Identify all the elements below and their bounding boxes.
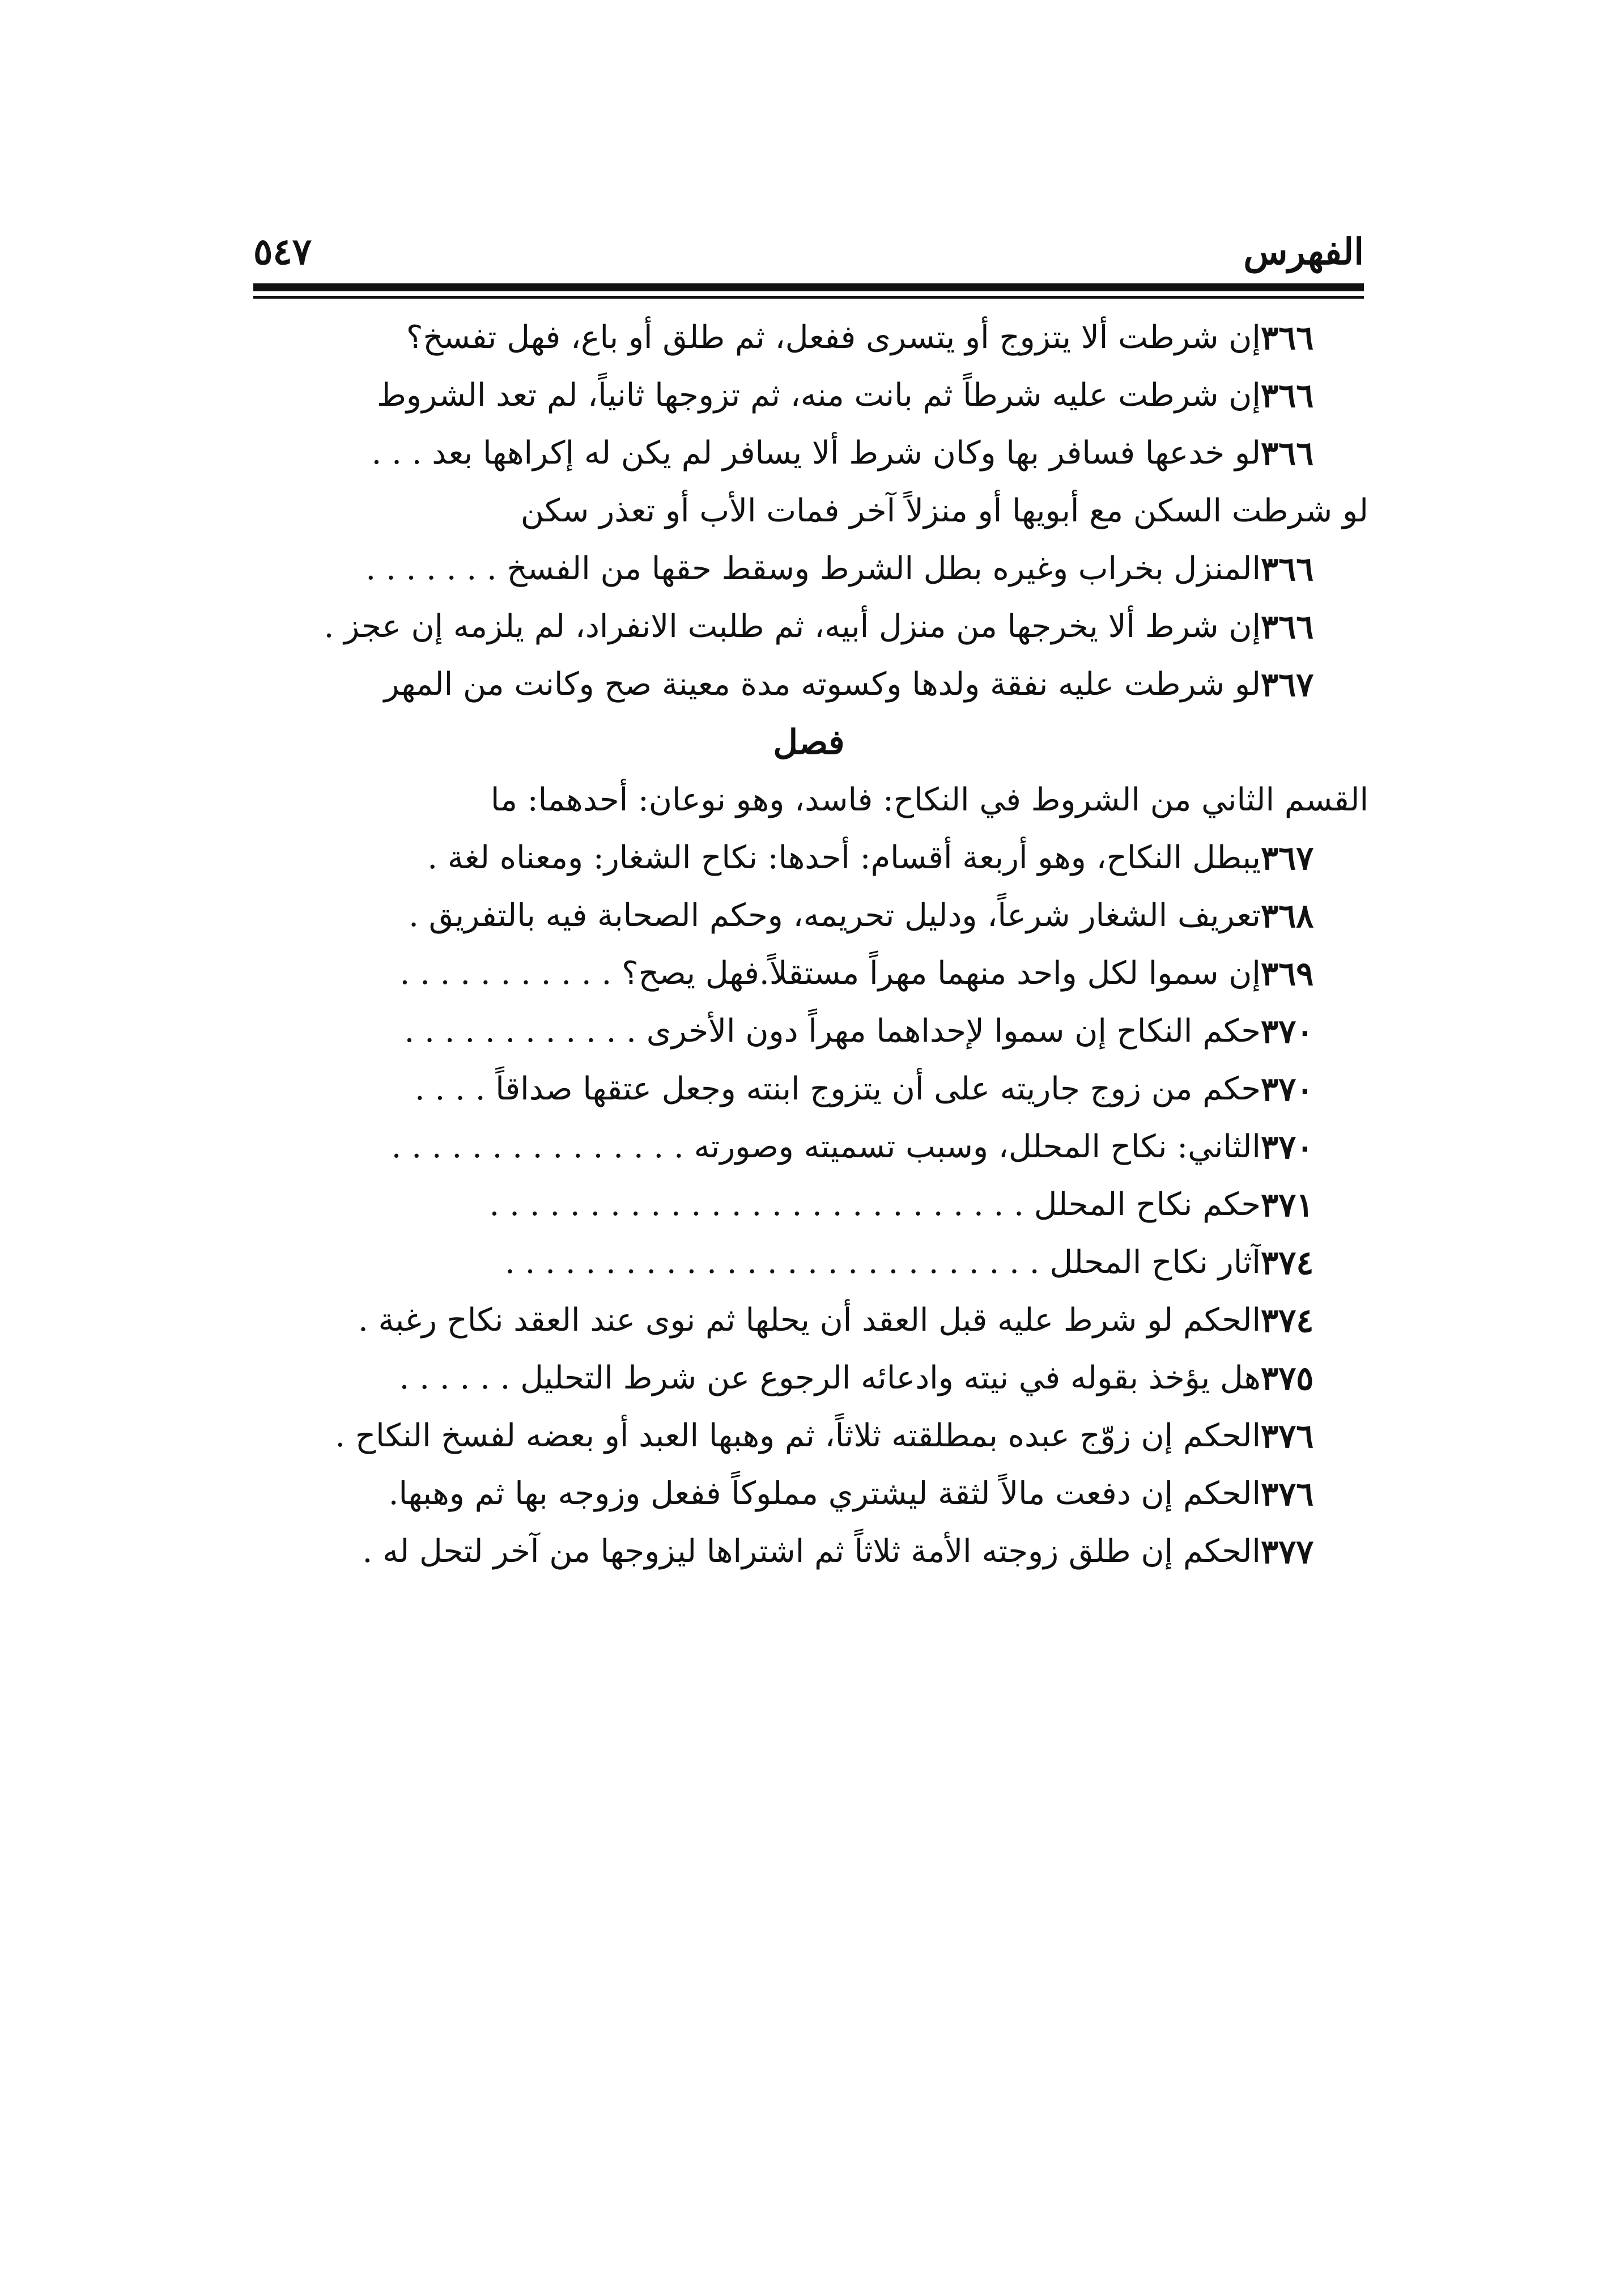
entry-text: الحكم إن طلق زوجته الأمة ثلاثاً ثم اشتراها ليزوجها من آخر لتحل له .	[362, 1533, 1261, 1570]
entry-page: ٣٧٠	[1261, 1070, 1314, 1109]
entry-text: آثار نكاح المحلل . . . . . . . . . . . . . . . . . . . . . . . . . . .	[505, 1244, 1261, 1281]
entry-text: لو شرطت عليه نفقة ولدها وكسوته مدة معينة صح وكانت من المهر	[384, 666, 1261, 703]
entry-page: ٣٦٦	[1261, 550, 1314, 588]
index-entry	[249, 598, 1368, 656]
entry-text: الحكم لو شرط عليه قبل العقد أن يحلها ثم نوى عند العقد نكاح رغبة .	[358, 1302, 1261, 1339]
header-rule-thick	[253, 283, 1364, 291]
index-entry	[249, 1523, 1368, 1581]
index-entry	[249, 945, 1368, 1003]
entry-text: الحكم إن دفعت مالاً لثقة ليشتري مملوكاً ففعل وزوجه بها ثم وهبها.	[388, 1475, 1261, 1512]
entry-text: الثاني: نكاح المحلل، وسبب تسميته وصورته . . . . . . . . . . . . . . .	[391, 1128, 1261, 1165]
index-entry	[249, 656, 1368, 714]
index-entry	[249, 540, 1368, 598]
entry-text: حكم النكاح إن سموا لإحداهما مهراً دون الأخرى . . . . . . . . . . . .	[404, 1013, 1261, 1050]
entry-text-line: لو شرطت السكن مع أبويها أو منزلاً آخر فمات الأب أو تعذر سكن	[520, 492, 1368, 529]
entry-page: ٣٧٦	[1261, 1475, 1314, 1513]
entry-page: ٣٧٤	[1261, 1243, 1314, 1282]
index-entry	[249, 424, 1368, 482]
entry-text: الحكم إن زوّج عبده بمطلقته ثلاثاً، ثم وهبها العبد أو بعضه لفسخ النكاح .	[335, 1417, 1261, 1454]
index-entry	[249, 1003, 1368, 1060]
header-rule-thin	[253, 296, 1364, 299]
entry-page: ٣٦٦	[1261, 376, 1314, 415]
index-entry	[249, 1465, 1368, 1523]
page-header	[253, 230, 1364, 275]
entry-page: ٣٧٥	[1261, 1359, 1314, 1398]
index-entry	[249, 1118, 1368, 1176]
entry-page: ٣٦٩	[1261, 954, 1314, 993]
section-title: فصل	[773, 723, 845, 762]
entry-page: ٣٧٧	[1261, 1532, 1314, 1571]
entry-text: تعريف الشغار شرعاً، ودليل تحريمه، وحكم الصحابة فيه بالتفريق .	[409, 897, 1261, 934]
entry-page: ٣٧٠	[1261, 1128, 1314, 1166]
entry-text: إن شرط ألا يخرجها من منزل أبيه، ثم طلبت الانفراد، لم يلزمه إن عجز .	[324, 608, 1261, 645]
entry-text: يبطل النكاح، وهو أربعة أقسام: أحدها: نكاح الشغار: ومعناه لغة .	[427, 839, 1261, 876]
entry-text: إن شرطت ألا يتزوج أو يتسرى ففعل، ثم طلق أو باع، فهل تفسخ؟	[406, 319, 1261, 356]
index-entry	[249, 887, 1368, 945]
index-entry	[249, 1060, 1368, 1118]
entry-text: هل يؤخذ بقوله في نيته وادعائه الرجوع عن شرط التحليل . . . . . .	[399, 1360, 1261, 1396]
entry-page: ٣٦٦	[1261, 319, 1314, 357]
entry-text: المنزل بخراب وغيره بطل الشرط وسقط حقها من الفسخ . . . . . . .	[365, 550, 1261, 587]
index-entry	[249, 1234, 1368, 1292]
entry-page: ٣٧٠	[1261, 1012, 1314, 1051]
index-entry	[249, 1407, 1368, 1465]
entry-text: إن سموا لكل واحد منهما مهراً مستقلاً.فهل يصح؟ . . . . . . . . . . .	[399, 955, 1261, 992]
entry-page: ٣٦٧	[1261, 665, 1314, 704]
index-entry	[249, 829, 1368, 887]
entry-page: ٣٧٦	[1261, 1417, 1314, 1455]
entry-text: حكم نكاح المحلل . . . . . . . . . . . . . . . . . . . . . . . . . . .	[489, 1186, 1261, 1223]
index-entry	[249, 1176, 1368, 1234]
index-entry	[249, 309, 1368, 367]
entry-text: حكم من زوج جاريته على أن يتزوج ابنته وجعل عتقها صداقاً . . . .	[414, 1071, 1261, 1107]
header-title: الفهرس	[1243, 231, 1364, 273]
entry-page: ٣٧١	[1261, 1186, 1314, 1224]
entry-page: ٣٦٧	[1261, 839, 1314, 877]
entry-page: ٣٦٨	[1261, 897, 1314, 935]
header-page-number: ٥٤٧	[253, 231, 312, 273]
entry-text: لو خدعها فسافر بها وكان شرط ألا يسافر لم يكن له إكراهها بعد . . .	[371, 435, 1261, 472]
index-entry	[249, 1292, 1368, 1349]
index-entries	[249, 309, 1368, 1581]
index-entry	[249, 367, 1368, 424]
index-entry	[249, 1349, 1368, 1407]
entry-page: ٣٦٦	[1261, 434, 1314, 473]
entry-page: ٣٦٦	[1261, 608, 1314, 646]
entry-page: ٣٧٤	[1261, 1301, 1314, 1340]
entry-text: إن شرطت عليه شرطاً ثم بانت منه، ثم تزوجها ثانياً، لم تعد الشروط	[377, 377, 1261, 414]
entry-text-line: القسم الثاني من الشروط في النكاح: فاسد، وهو نوعان: أحدهما: ما	[490, 782, 1368, 818]
